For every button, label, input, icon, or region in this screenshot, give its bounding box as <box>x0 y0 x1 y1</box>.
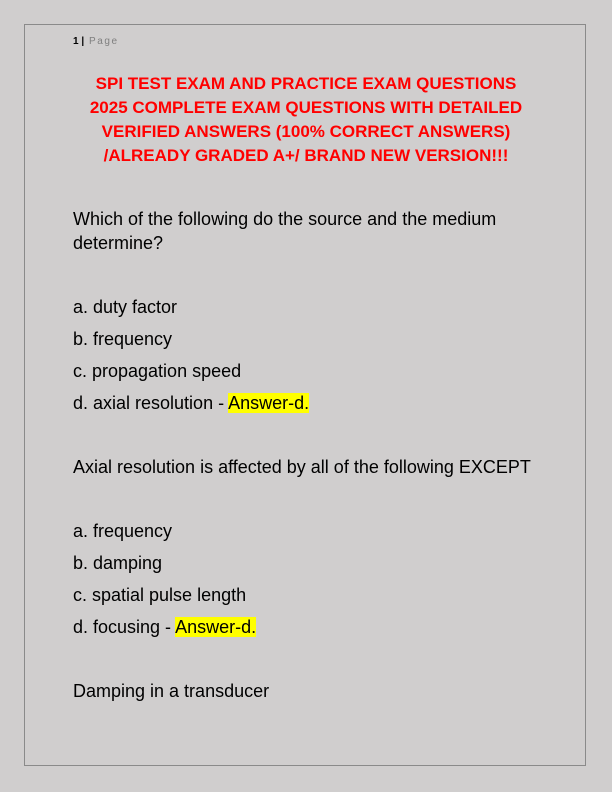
page-label: Page <box>88 36 119 47</box>
option-text: d. axial resolution - <box>73 393 229 413</box>
document-page <box>24 24 586 766</box>
question-2-option-a: a. frequency <box>73 521 173 541</box>
question-2-option-b: b. damping <box>73 553 163 573</box>
question-2-option-d <box>73 615 256 639</box>
page-header <box>73 36 119 47</box>
title-line: SPI TEST EXAM AND PRACTICE EXAM QUESTIONS <box>95 74 517 93</box>
question-1-text-line: Which of the following do the source and the medium <box>73 209 497 229</box>
question-1-option-c: c. propagation speed <box>73 361 242 381</box>
document-title <box>55 72 557 168</box>
answer-highlight: Answer-d. <box>175 617 257 637</box>
title-line: /ALREADY GRADED A+/ BRAND NEW VERSION!!! <box>103 146 509 165</box>
page-separator: | <box>81 36 85 47</box>
question-1-option-a: a. duty factor <box>73 297 178 317</box>
question-2-text-line: Axial resolution is affected by all of the following EXCEPT <box>73 457 531 477</box>
option-text: d. focusing - <box>73 617 176 637</box>
question-3-text-line: Damping in a transducer <box>73 681 270 701</box>
question-1-option-d <box>73 391 309 415</box>
question-1-text-line: determine? <box>73 233 164 253</box>
answer-highlight: Answer-d. <box>228 393 310 413</box>
question-1-option-b: b. frequency <box>73 329 173 349</box>
page-number: 1 <box>73 36 79 47</box>
question-2-option-c: c. spatial pulse length <box>73 585 247 605</box>
title-line: 2025 COMPLETE EXAM QUESTIONS WITH DETAILED <box>89 98 523 117</box>
title-line: VERIFIED ANSWERS (100% CORRECT ANSWERS) <box>101 122 511 141</box>
